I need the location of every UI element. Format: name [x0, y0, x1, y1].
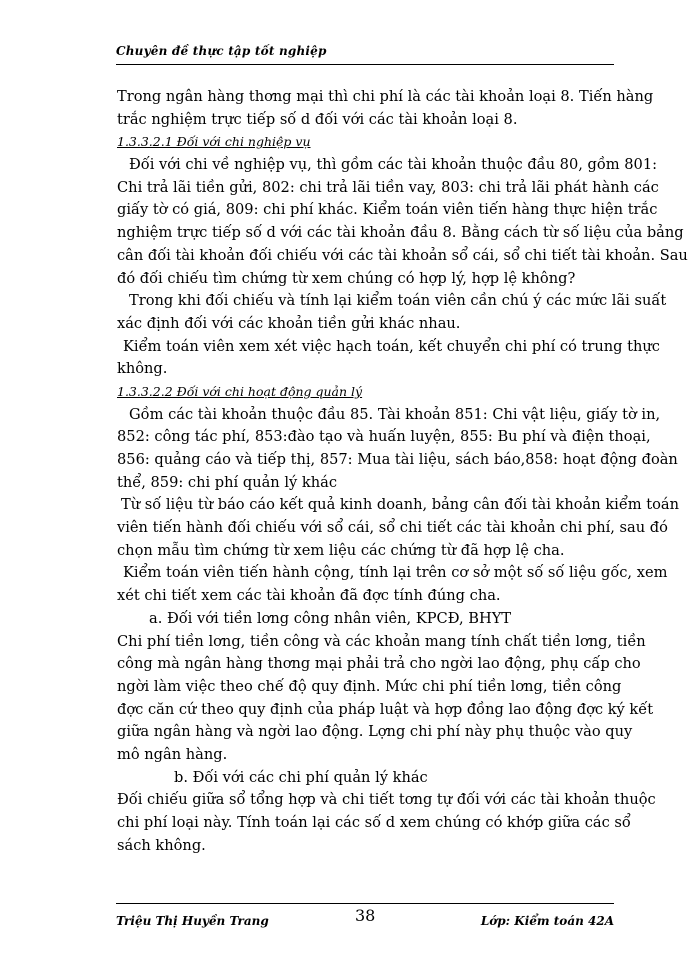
text-line: nghiệm trực tiếp số d với các tài khoản đầu 8. Bằng cách từ số liệu của bảng	[117, 224, 684, 242]
footer-class: Lớp: Kiểm toán 42A	[480, 914, 614, 928]
text-line: Chi phí tiền lơng, tiền công và các khoản mang tính chất tiền lơng, tiền	[117, 632, 646, 650]
text-line: a. Đối với tiền lơng công nhân viên, KPCĐ, BHYT	[149, 609, 512, 627]
text-line: xác định đối với các khoản tiền gửi khác nhau.	[117, 314, 461, 332]
text-line: 856: quảng cáo và tiếp thị, 857: Mua tài liệu, sách báo,858: hoạt động đoàn	[117, 451, 678, 468]
text-line: Từ số liệu từ báo cáo kết quả kinh doanh, bảng cân đối tài khoản kiểm toán	[121, 496, 680, 514]
text-line: giấy tờ có giá, 809: chi phí khác. Kiểm toán viên tiến hàng thực hiện trắc	[117, 201, 658, 219]
text-line: Đối chiếu giữa sổ tổng hợp và chi tiết tơng tự đối với các tài khoản thuộc	[117, 791, 656, 809]
text-line: ngời làm việc theo chế độ quy định. Mức chi phí tiền lơng, tiền công	[117, 677, 622, 695]
text-line: xét chi tiết xem các tài khoản đã đợc tính đúng cha.	[117, 587, 501, 605]
text-line: cân đối tài khoản đối chiếu với các tài khoản sổ cái, sổ chi tiết tài khoản. Sau	[117, 246, 688, 264]
text-line: Trong khi đối chiếu và tính lại kiểm toán viên cần chú ý các mức lãi suất	[129, 292, 667, 310]
text-line: trắc nghiệm trực tiếp số d đối với các tài khoản loại 8.	[117, 110, 518, 128]
text-line: công mà ngân hàng thơng mại phải trả cho ngời lao động, phụ cấp cho	[117, 655, 641, 673]
text-line: đó đối chiếu tìm chứng từ xem chúng có hợp lý, hợp lệ không?	[117, 269, 576, 287]
text-line: thể, 859: chi phí quản lý khác	[117, 473, 338, 491]
text-line: giữa ngân hàng và ngời lao động. Lợng chi phí này phụ thuộc vào quy	[117, 723, 633, 741]
text-line: Gồm các tài khoản thuộc đầu 85. Tài khoản 851: Chi vật liệu, giấy tờ in,	[129, 405, 661, 423]
text-line: b. Đối với các chi phí quản lý khác	[174, 768, 428, 786]
text-line: mô ngân hàng.	[117, 745, 228, 763]
text-line: Trong ngân hàng thơng mại thì chi phí là các tài khoản loại 8. Tiến hàng	[117, 88, 654, 105]
header-divider	[116, 64, 614, 65]
page-header-title: Chuyên đề thực tập tốt nghiệp	[116, 44, 327, 58]
text-line: viên tiến hành đối chiếu với sổ cái, sổ chi tiết các tài khoản chi phí, sau đó	[117, 519, 668, 537]
text-line: Chi trả lãi tiền gửi, 802: chi trả lãi tiền vay, 803: chi trả lãi phát hành các	[117, 178, 659, 196]
text-line: đợc căn cứ theo quy định của pháp luật và hợp đồng lao động đợc ký kết	[117, 700, 654, 718]
text-line: Kiểm toán viên xem xét việc hạch toán, kết chuyển chi phí có trung thực	[123, 337, 660, 355]
text-line: chọn mẫu tìm chứng từ xem liệu các chứng từ đã hợp lệ cha.	[117, 541, 565, 559]
text-line: Kiểm toán viên tiến hành cộng, tính lại trên cơ sở một số số liệu gốc, xem	[123, 564, 668, 582]
page-number: 38	[355, 906, 376, 925]
text-line: chi phí loại này. Tính toán lại các số d xem chúng có khớp giữa các sổ	[117, 814, 631, 831]
text-line: 852: công tác phí, 853:đào tạo và huấn luyện, 855: Bu phí và điện thoại,	[117, 428, 651, 446]
text-line: không.	[117, 360, 168, 378]
footer-author: Triệu Thị Huyền Trang	[116, 914, 269, 928]
text-line: sách không.	[117, 836, 206, 854]
section-heading: 1.3.3.2.1 Đối với chi nghiệp vụ	[117, 134, 311, 150]
footer-divider	[116, 903, 614, 904]
document-body	[117, 86, 688, 857]
text-line: Đối với chi về nghiệp vụ, thì gồm các tài khoản thuộc đầu 80, gồm 801:	[129, 156, 658, 174]
section-heading: 1.3.3.2.2 Đối với chi hoạt động quản lý	[117, 383, 363, 399]
